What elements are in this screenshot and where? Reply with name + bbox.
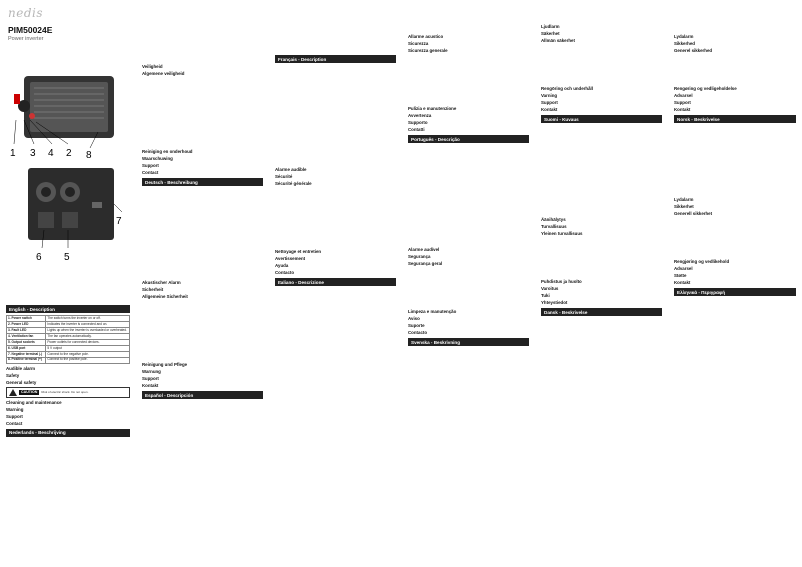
heading-fi-contact: Yhteystiedot	[541, 300, 568, 305]
heading-it-warning: Avvertenza	[408, 113, 432, 118]
heading-audible-alarm: Audible alarm	[6, 365, 36, 371]
heading-de-support: Support	[142, 376, 159, 381]
heading-fr-alarm: Alarme audible	[275, 167, 307, 172]
heading-nl-warning: Waarschuwing	[142, 156, 173, 161]
heading-da-cleaning: Rengøring og vedligeholdelse	[674, 86, 737, 91]
heading-de-contact: Kontakt	[142, 383, 159, 388]
heading-da-general: Generel sikkerhed	[674, 48, 713, 53]
callout-8: 8	[86, 150, 92, 161]
section-band-nl: Nederlands - Beschrijving	[6, 429, 130, 437]
heading-no-contact: Kontakt	[674, 280, 691, 285]
callout-7: 7	[116, 216, 122, 227]
table-row: 4. Ventilation fan The fan operates automatically.	[7, 333, 130, 339]
heading-fr-cleaning: Nettoyage et entretien	[275, 249, 322, 254]
section-band-en: English - Description	[6, 305, 130, 313]
caution-box	[6, 387, 130, 398]
section-band-es: Español - Descripción	[142, 391, 263, 399]
column-2	[136, 0, 269, 567]
heading-fr-general: Sécurité générale	[275, 181, 312, 186]
heading-general-safety: General safety	[6, 379, 37, 385]
heading-it-cleaning: Pulizia e manutenzione	[408, 106, 457, 111]
heading-pt-general: Segurança geral	[408, 261, 443, 266]
heading-contact: Contact	[6, 420, 23, 426]
table-row: 2. Power LED Indicates the inverter is connected and on.	[7, 321, 130, 327]
heading-sv-contact: Kontakt	[541, 107, 558, 112]
heading-de-warning: Warnung	[142, 369, 161, 374]
table-row: 5. Output sockets Power outlets for connected devices.	[7, 339, 130, 345]
table-row: 7. Negative terminal (-) Connect to the negative pole.	[7, 351, 130, 357]
heading-da-support: Support	[674, 100, 691, 105]
heading-pt-contact: Contacto	[408, 330, 428, 335]
heading-pt-support: Suporte	[408, 323, 425, 328]
heading-sv-alarm: Ljudlarm	[541, 24, 560, 29]
heading-fi-alarm: Äänihälytys	[541, 217, 566, 222]
heading-no-general: Generell sikkerhet	[674, 211, 713, 216]
heading-pt-alarm: Alarme audível	[408, 247, 440, 252]
heading-it-alarm: Allarme acustico	[408, 34, 444, 39]
heading-fr-warning: Avertissement	[275, 256, 306, 261]
inverter-side-view	[14, 76, 114, 138]
heading-sv-cleaning: Rengöring och underhåll	[541, 86, 593, 91]
heading-de-general: Allgemeine Sicherheit	[142, 294, 188, 299]
inverter-front-view	[28, 168, 114, 240]
section-band-pt: Português - Descrição	[408, 135, 529, 143]
section-band-it: Italiano - Descrizione	[275, 278, 396, 286]
table-row: 8. Positive terminal (+) Connect to the positive pole.	[7, 357, 130, 363]
model-number: PIM50024E	[8, 25, 53, 35]
heading-nl-safety: Veiligheid	[142, 64, 163, 69]
column-3	[269, 0, 402, 567]
heading-no-alarm: Lydalarm	[674, 197, 694, 202]
section-band-no: Norsk - Beskrivelse	[674, 115, 796, 123]
callout-1: 1	[10, 148, 16, 159]
heading-fr-safety: Sécurité	[275, 174, 293, 179]
heading-pt-warning: Aviso	[408, 316, 420, 321]
heading-fi-cleaning: Puhdistus ja huolto	[541, 279, 582, 284]
product-illustration	[8, 72, 126, 320]
section-band-fr: Français - Description	[275, 55, 396, 63]
heading-fi-safety: Turvallisuus	[541, 224, 567, 229]
heading-da-contact: Kontakt	[674, 107, 691, 112]
heading-no-support: Støtte	[674, 273, 687, 278]
spec-table	[6, 315, 130, 364]
column-6	[668, 0, 802, 567]
heading-de-safety: Sicherheit	[142, 287, 164, 292]
heading-nl-general: Algemene veiligheid	[142, 71, 185, 76]
callout-4: 4	[48, 148, 54, 159]
heading-sv-warning: Varning	[541, 93, 558, 98]
heading-sv-safety: Säkerhet	[541, 31, 560, 36]
heading-cleaning: Cleaning and maintenance	[6, 399, 62, 405]
heading-fr-contact: Contacto	[275, 270, 295, 275]
heading-sv-general: Allmän säkerhet	[541, 38, 575, 43]
table-row: 1. Power switch The switch turns the inverter on or off.	[7, 316, 130, 322]
heading-fr-support: Ayuda	[275, 263, 289, 268]
heading-nl-cleaning: Reiniging en onderhoud	[142, 149, 193, 154]
callout-2: 2	[66, 148, 72, 159]
heading-da-safety: Sikkerhed	[674, 41, 695, 46]
section-band-el: Ελληνικά - Περιγραφή	[674, 288, 796, 296]
warning-triangle-icon	[9, 389, 17, 396]
heading-nl-contact: Contact	[142, 170, 159, 175]
caution-label: CAUTION	[21, 390, 38, 395]
heading-da-alarm: Lydalarm	[674, 34, 694, 39]
heading-no-safety: Sikkerhet	[674, 204, 694, 209]
brand-logo: nedis	[8, 6, 44, 20]
callout-6: 6	[36, 252, 42, 263]
heading-it-safety: Sicurezza	[408, 41, 429, 46]
heading-de-cleaning: Reinigung und Pflege	[142, 362, 188, 367]
caution-text: Risk of electric shock. Do not open.	[41, 390, 89, 395]
heading-da-warning: Advarsel	[674, 93, 693, 98]
section-band-sv: Svenska - Beskrivning	[408, 338, 529, 346]
column-4	[402, 0, 535, 567]
heading-safety: Safety	[6, 372, 20, 378]
product-subtitle: Power inverter	[8, 36, 44, 42]
heading-sv-support: Support	[541, 100, 558, 105]
heading-it-contact: Contatti	[408, 127, 425, 132]
heading-no-cleaning: Rengjøring og vedlikehold	[674, 259, 730, 264]
section-band-de: Deutsch - Beschreibung	[142, 178, 263, 186]
heading-pt-safety: Segurança	[408, 254, 431, 259]
callout-5: 5	[64, 252, 70, 263]
heading-pt-cleaning: Limpeza e manutenção	[408, 309, 457, 314]
section-band-da: Dansk - Beskrivelse	[541, 308, 662, 316]
table-row: 3. Fault LED Lights up when the inverter is overloaded or overheated.	[7, 327, 130, 333]
english-section	[0, 300, 136, 441]
heading-it-support: Supporto	[408, 120, 428, 125]
heading-fi-support: Tuki	[541, 293, 550, 298]
table-row: 6. USB port 5 V output	[7, 345, 130, 351]
heading-no-warning: Advarsel	[674, 266, 693, 271]
section-band-fi: Suomi - Kuvaus	[541, 115, 662, 123]
callout-3: 3	[30, 148, 36, 159]
heading-de-alarm: Akustischer Alarm	[142, 280, 181, 285]
heading-warning: Warning	[6, 406, 24, 412]
column-1	[0, 0, 136, 567]
heading-fi-warning: Varoitus	[541, 286, 559, 291]
column-5	[535, 0, 668, 567]
heading-fi-general: Yleinen turvallisuus	[541, 231, 583, 236]
heading-it-general: Sicurezza generale	[408, 48, 448, 53]
heading-nl-support: Support	[142, 163, 159, 168]
heading-support: Support	[6, 413, 23, 419]
